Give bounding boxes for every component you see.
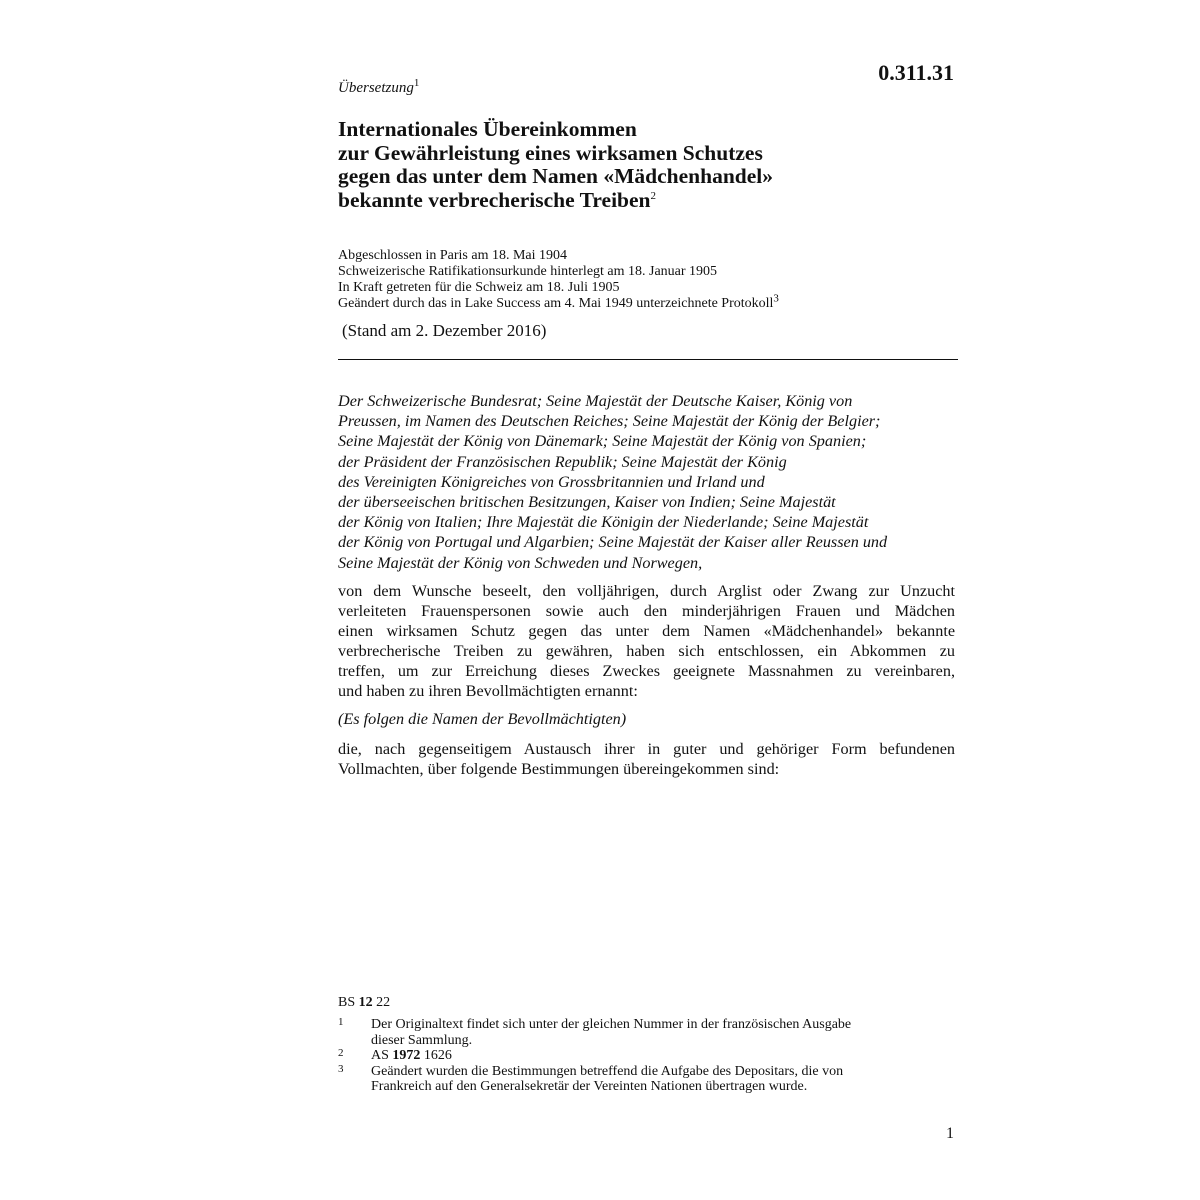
footnote-text: Geändert wurden die Bestimmungen betreffend die Aufgabe des Depositars, die von [371,1063,844,1079]
source-page: 22 [372,995,391,1010]
paragraph-line: verbrecherische Treiben zu gewähren, haben sich entschlossen, ein Abkommen zu [338,642,955,660]
paragraph-line: die, nach gegenseitigem Austausch ihrer in guter und gehöriger Form befundenen [338,740,955,758]
preamble-line: der König von Italien; Ihre Majestät die Königin der Niederlande; Seine Majestät [338,513,869,532]
document-history [338,248,958,312]
page-number: 1 [946,1125,954,1142]
preamble-line: der Präsident der Französischen Republik; Seine Majestät der König [338,452,787,471]
agreement-paragraph [338,739,955,779]
footnote-text [371,1048,958,1064]
footnote-text: dieser Sammlung. [371,1032,473,1048]
plenipotentiaries-note: (Es folgen die Namen der Bevollmächtigten) [338,710,627,728]
title-line-last [338,189,958,213]
paragraph-line: verleiteten Frauenspersonen sowie auch den minderjährigen Frauen und Mädchen [338,602,955,620]
translation-label [338,77,420,97]
paragraph-line: und haben zu ihren Bevollmächtigten ernannt: [338,682,638,700]
preamble-line: des Vereinigten Königreiches von Grossbritannien und Irland und [338,472,765,491]
document-title [338,118,958,212]
preamble-line: Seine Majestät der König von Dänemark; Seine Majestät der König von Spanien; [338,432,867,451]
preamble-line: Seine Majestät der König von Schweden und Norwegen, [338,553,703,572]
sr-number: 0.311.31 [878,60,954,85]
footnote-prefix: AS [371,1048,393,1063]
history-amended-text: Geändert durch das in Lake Success am 4. Mai 1949 unterzeichnete Protokoll [338,296,774,311]
source-volume: 12 [358,995,373,1010]
header-divider [338,359,958,360]
history-concluded: Abgeschlossen in Paris am 18. Mai 1904 [338,248,568,263]
footnote-number: 3 [338,1062,344,1075]
footnote-number: 1 [338,1016,344,1028]
paragraph-line: treffen, um zur Erreichung dieses Zweckes geeignete Massnahmen zu vereinbaren, [338,662,955,680]
footnote-1 [338,1017,958,1048]
footnote-ref-2[interactable]: 2 [650,189,657,202]
preamble-line: der König von Portugal und Algarbien; Seine Majestät der Kaiser aller Reussen und [338,533,888,552]
history-entry-into-force: In Kraft getreten für die Schweiz am 18. Juli 1905 [338,280,620,295]
footnote-3 [338,1064,958,1095]
source-prefix: BS [338,995,359,1010]
preamble-line: der überseeischen britischen Besitzungen, Kaiser von Indien; Seine Majestät [338,493,836,512]
footnote-text: Frankreich auf den Generalsekretär der Vereinten Nationen übertragen wurde. [371,1079,808,1094]
source-reference [338,995,390,1011]
title-line: Internationales Übereinkommen [338,117,637,141]
preamble-line: Preussen, im Namen des Deutschen Reiches; Seine Majestät der König der Belgier; [338,412,881,431]
history-ratification: Schweizerische Ratifikationsurkunde hinterlegt am 18. Januar 1905 [338,264,718,279]
title-line: zur Gewährleistung eines wirksamen Schutzes [338,140,763,165]
preamble-parties [338,391,958,573]
title-line: gegen das unter dem Namen «Mädchenhandel» [338,164,773,188]
footnote-2 [338,1048,958,1064]
footnote-number: 2 [338,1047,344,1059]
footnote-bold: 1972 [392,1048,421,1063]
paragraph-line: von dem Wunsche beseelt, den volljährigen, durch Arglist oder Zwang zur Unzucht [338,582,955,600]
document-status: (Stand am 2. Dezember 2016) [342,321,547,340]
footnotes [338,1017,958,1095]
footnote-ref-1[interactable]: 1 [413,77,420,89]
paragraph-line: Vollmachten, über folgende Bestimmungen übereingekommen sind: [338,760,780,778]
title-line-text: bekannte verbrecherische Treiben [338,187,651,212]
paragraph-line: einen wirksamen Schutz gegen das unter dem Namen «Mädchenhandel» bekannte [338,622,955,640]
footnote-text: Der Originaltext findet sich unter der gleichen Nummer in der französischen Ausgabe [371,1017,852,1032]
footnote-ref-3[interactable]: 3 [773,292,779,305]
preamble-purpose-paragraph [338,581,955,701]
translation-text: Übersetzung [338,80,414,96]
history-amended [338,292,958,312]
footnote-suffix: 1626 [420,1048,452,1063]
preamble-line: Der Schweizerische Bundesrat; Seine Majestät der Deutsche Kaiser, König von [338,392,853,410]
